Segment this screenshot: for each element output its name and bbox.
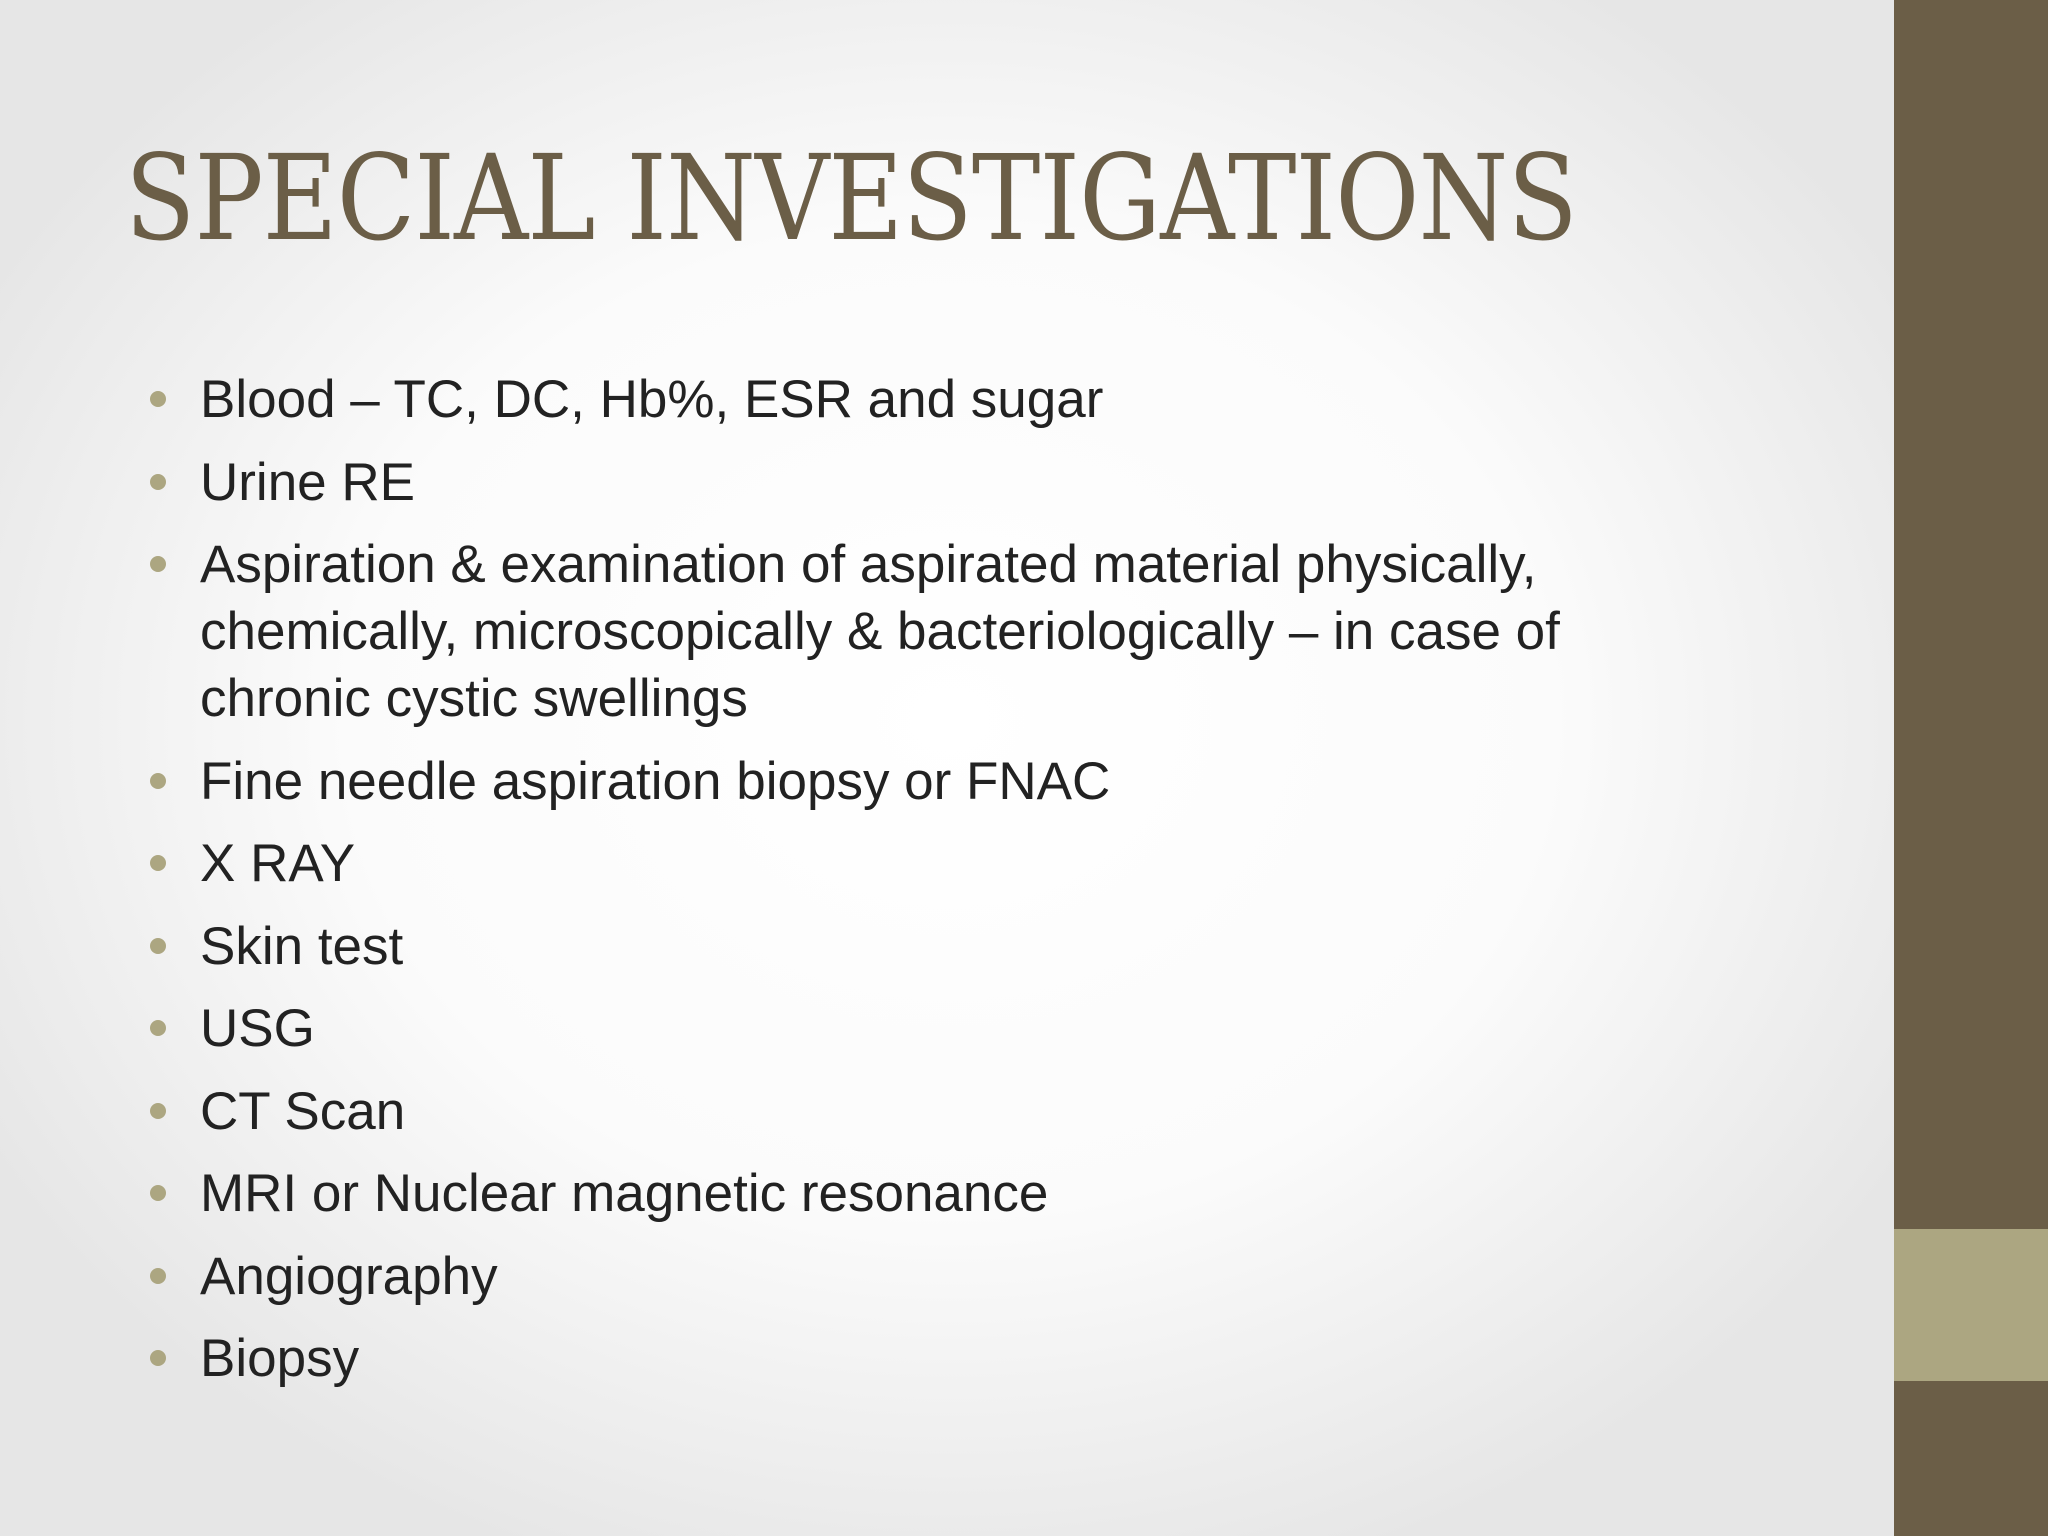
list-item (150, 1160, 1710, 1227)
bullet-list (150, 366, 1710, 1408)
list-item (150, 449, 1710, 516)
list-item-text: Biopsy (200, 1329, 360, 1388)
bullet-icon (150, 474, 166, 490)
list-item (150, 531, 1710, 732)
bullet-icon (150, 938, 166, 954)
list-item-text: X RAY (200, 834, 356, 893)
list-item-text: Urine RE (200, 452, 416, 512)
bullet-icon (150, 1020, 166, 1036)
list-item-text: MRI or Nuclear magnetic resonance (200, 1164, 1049, 1223)
list-item (150, 366, 1710, 433)
list-item-text: CT Scan (200, 1081, 406, 1141)
list-item-text: Angiography (200, 1246, 498, 1306)
list-item (150, 913, 1710, 980)
list-item (150, 1325, 1710, 1392)
list-item-text: USG (200, 999, 315, 1058)
bullet-icon (150, 773, 166, 789)
list-item (150, 748, 1710, 815)
bullet-icon (150, 1268, 166, 1284)
bullet-icon (150, 556, 166, 572)
bullet-icon (150, 855, 166, 871)
list-item-text: Skin test (200, 916, 404, 976)
list-item (150, 830, 1710, 897)
side-accent (1894, 1229, 2048, 1381)
bullet-icon (150, 1103, 166, 1119)
list-item (150, 1078, 1710, 1145)
list-item (150, 1243, 1710, 1310)
bullet-icon (150, 391, 166, 407)
list-item-text: Aspiration & examination of aspirated material physically, chemically, microscopically & bacteriologically – in case of chronic cystic swellings (200, 535, 1560, 728)
bullet-icon (150, 1350, 166, 1366)
list-item-text: Blood – TC, DC, Hb%, ESR and sugar (200, 370, 1104, 429)
bullet-icon (150, 1185, 166, 1201)
slide-title: SPECIAL INVESTIGATIONS (125, 129, 1577, 267)
list-item (150, 995, 1710, 1062)
list-item-text: Fine needle aspiration biopsy or FNAC (200, 751, 1111, 811)
